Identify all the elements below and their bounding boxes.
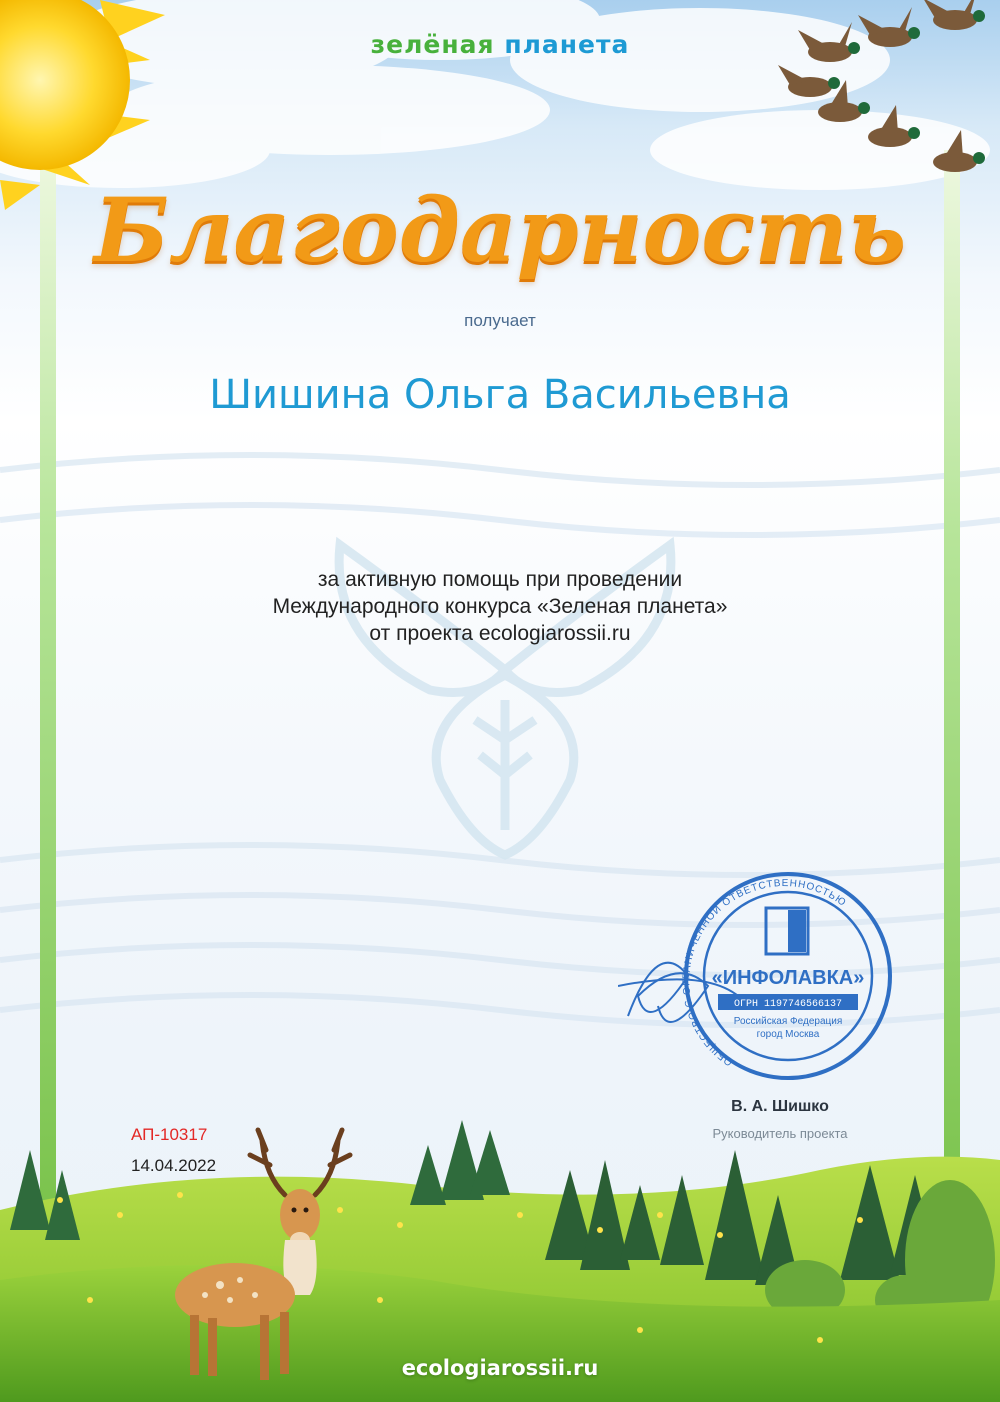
- reason-line: от проекта ecologiarossii.ru: [369, 622, 631, 645]
- certificate-date: 14.04.2022: [131, 1156, 217, 1175]
- signatory-name: В. А. Шишко: [731, 1098, 829, 1115]
- stamp-name: «ИНФОЛАВКА»: [711, 967, 865, 989]
- stamp-seal-icon: [618, 866, 898, 1086]
- reason-text: [0, 566, 1000, 647]
- reason-line: за активную помощь при проведении: [317, 568, 683, 591]
- stamp-org-type: ОБЩЕСТВО С ОГРАНИЧЕННОЙ ОТВЕТСТВЕННОСТЬЮ: [681, 878, 849, 1068]
- signatory-role: Руководитель проекта: [712, 1126, 848, 1141]
- website-link[interactable]: ecologiarossii.ru: [401, 1356, 599, 1380]
- stamp-city: город Москва: [756, 1029, 820, 1040]
- receives-label: получает: [464, 311, 536, 330]
- certificate-number: АП-10317: [131, 1125, 208, 1144]
- brand-part-2: планета: [504, 30, 630, 59]
- stamp-country: Российская Федерация: [733, 1016, 843, 1027]
- brand-logo: [0, 30, 1000, 59]
- recipient-name: Шишина Ольга Васильевна: [209, 372, 791, 418]
- reason-line: Международного конкурса «Зеленая планета»: [272, 595, 728, 618]
- brand-part-1: зелёная: [370, 30, 495, 59]
- certificate-title: Благодарность: [93, 178, 907, 282]
- stamp-ogrn: ОГРН 1197746566137: [733, 999, 843, 1010]
